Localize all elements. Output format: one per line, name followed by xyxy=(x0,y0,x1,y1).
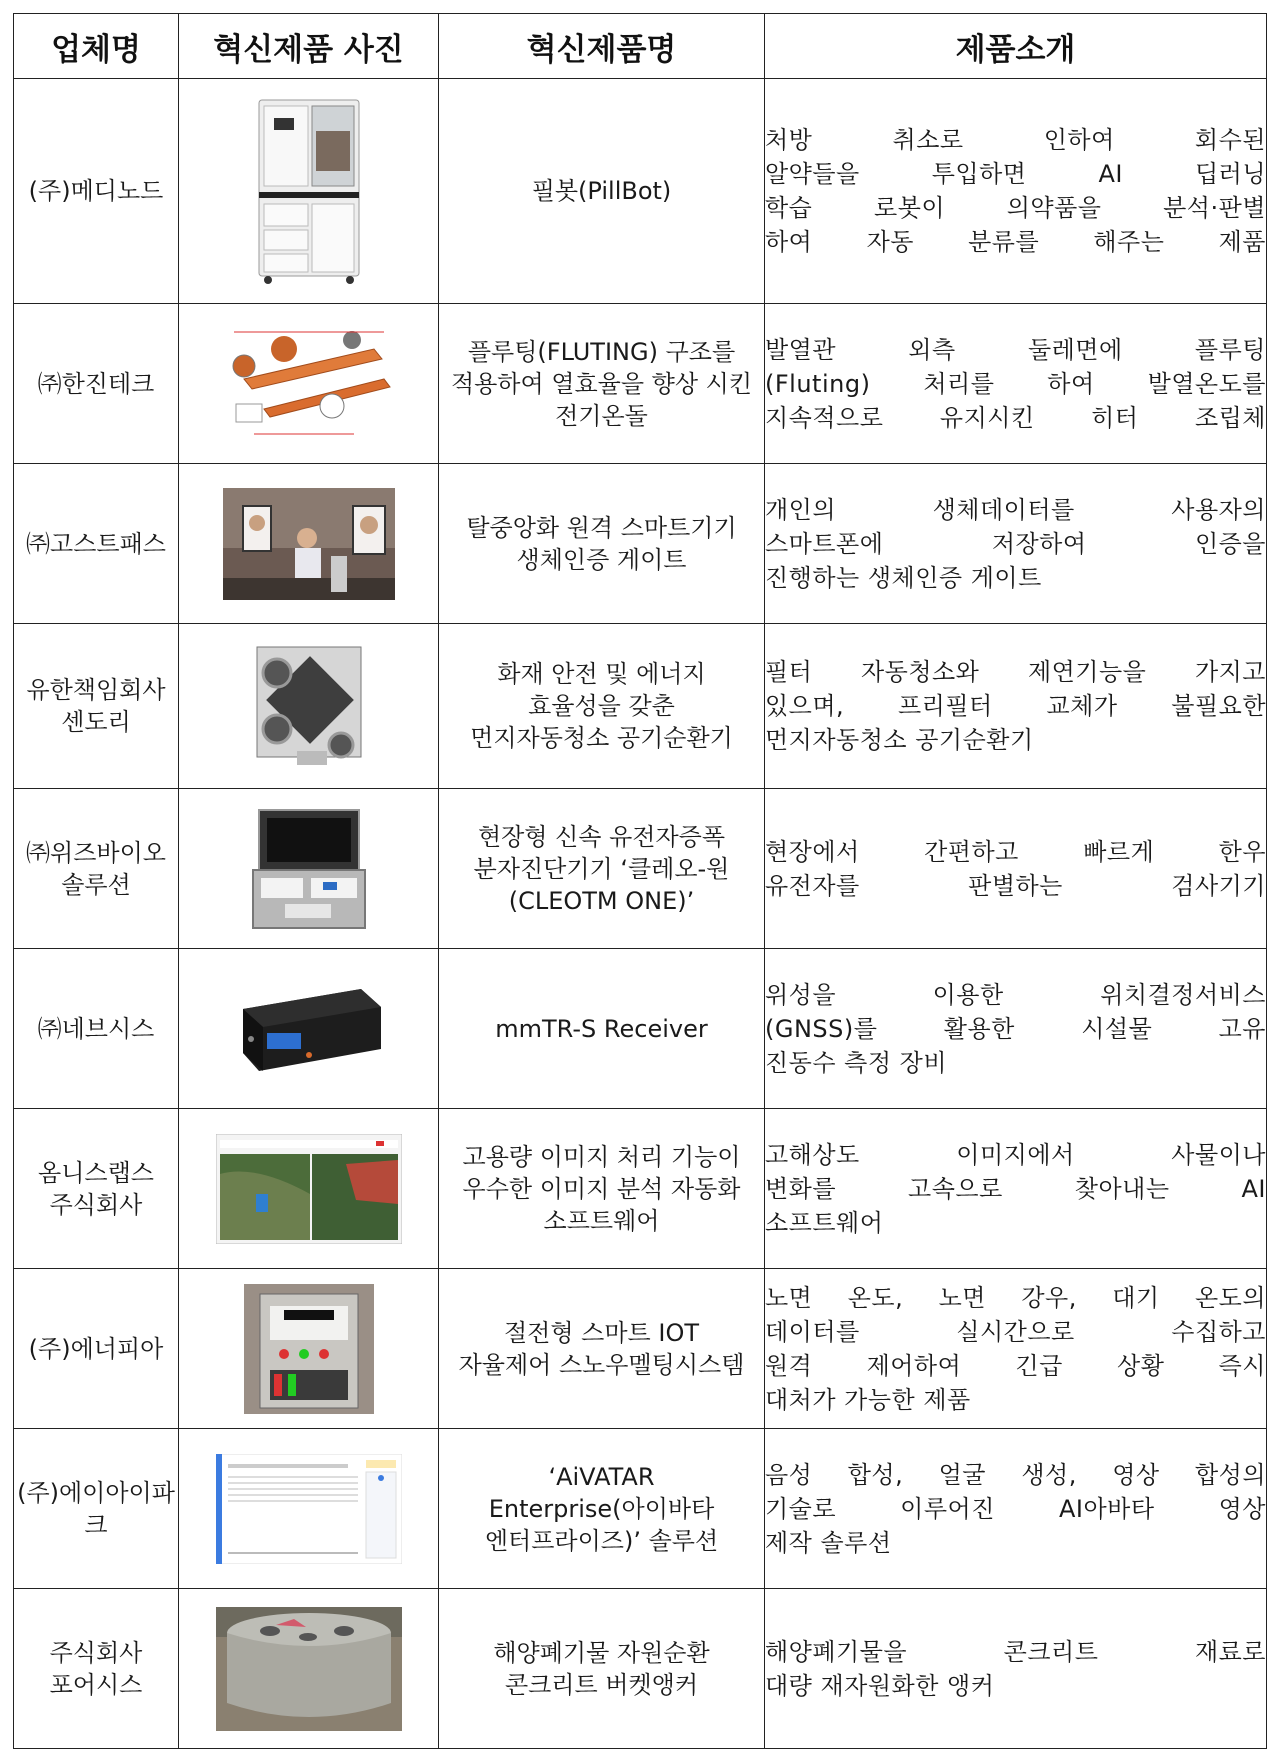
product-intro-line: 먼지자동청소 공기순환기 xyxy=(765,726,1034,754)
diagnostic-case-icon xyxy=(179,804,438,934)
product-intro-line: 기술로 이루어진 AI아바타 영상 xyxy=(765,1494,1266,1523)
heating-pipe-diagram-icon xyxy=(179,324,438,444)
product-intro-line: 현장에서 간편하고 빠르게 한우 xyxy=(765,837,1266,866)
product-intro-line: 발열관 외측 둘레면에 플루팅 xyxy=(765,335,1266,364)
header-row xyxy=(14,14,1267,79)
table-row xyxy=(14,1589,1267,1749)
header-introduction: 제품소개 xyxy=(765,14,1267,79)
header-photo: 혁신제품 사진 xyxy=(179,14,439,79)
product-intro-cell xyxy=(765,949,1267,1109)
table-row xyxy=(14,79,1267,304)
control-panel-icon xyxy=(179,1284,438,1414)
product-photo-cell xyxy=(179,624,439,789)
company-name-cell xyxy=(14,949,179,1109)
company-name-line: 옴니스랩스 xyxy=(38,1158,154,1187)
product-intro-cell xyxy=(765,1269,1267,1429)
product-intro-line: 하여 자동 분류를 해주는 제품 xyxy=(765,228,1266,256)
product-intro-line: 제작 솔루션 xyxy=(765,1528,892,1557)
product-intro-line: (Fluting) 처리를 하여 발열온도를 xyxy=(765,369,1266,398)
product-name-line: 엔터프라이즈)’ 솔루션 xyxy=(484,1526,719,1555)
product-name-line: 소프트웨어 xyxy=(543,1206,660,1235)
company-name-cell xyxy=(14,79,179,304)
company-name-line: (주)메디노드 xyxy=(28,177,164,205)
product-photo-cell xyxy=(179,1589,439,1749)
receiver-box-icon xyxy=(179,979,438,1079)
concrete-anchor-icon xyxy=(179,1607,438,1731)
product-intro-line: 대량 재자원화한 앵커 xyxy=(765,1671,995,1700)
product-intro-cell xyxy=(765,464,1267,624)
header-product-name: 혁신제품명 xyxy=(439,14,765,79)
product-photo-cell xyxy=(179,1429,439,1589)
table-row xyxy=(14,624,1267,789)
company-name-line: 포어시스 xyxy=(49,1670,143,1699)
product-intro-line: 변화를 고속으로 찾아내는 AI xyxy=(765,1174,1266,1203)
product-name-cell xyxy=(439,304,765,464)
pillbot-machine-icon xyxy=(179,96,438,286)
product-name-line: Enterprise(아이바타 xyxy=(488,1494,715,1523)
product-intro-line: 지속적으로 유지시킨 히터 조립체 xyxy=(765,403,1266,432)
product-intro-line: 원격 제어하여 긴급 상황 즉시 xyxy=(765,1351,1266,1380)
product-intro-line: 학습 로봇이 의약품을 분석·판별 xyxy=(765,194,1266,222)
product-intro-line: 위성을 이용한 위치결정서비스 xyxy=(765,980,1266,1009)
table-row xyxy=(14,1429,1267,1589)
company-name-line: ㈜위즈바이오 xyxy=(26,838,166,867)
product-name-cell xyxy=(439,789,765,949)
product-intro-cell xyxy=(765,304,1267,464)
product-name-line: mmTR-S Receiver xyxy=(495,1014,708,1043)
product-name-line: ‘AiVATAR xyxy=(548,1462,655,1491)
product-name-line: 고용량 이미지 처리 기능이 xyxy=(462,1142,741,1171)
company-name-cell xyxy=(14,789,179,949)
product-name-line: 먼지자동청소 공기순환기 xyxy=(470,724,733,752)
product-intro-cell xyxy=(765,1429,1267,1589)
product-intro-line: 대처가 가능한 제품 xyxy=(765,1385,971,1414)
product-name-cell xyxy=(439,79,765,304)
product-name-line: 콘크리트 버켓앵커 xyxy=(504,1670,699,1699)
product-name-line: 자율제어 스노우멜팅시스템 xyxy=(458,1350,745,1379)
header-company: 업체명 xyxy=(14,14,179,79)
product-name-line: 분자진단기기 ‘클레오-원 xyxy=(473,854,730,883)
product-photo-cell xyxy=(179,1109,439,1269)
product-name-line: (CLEOTM ONE)’ xyxy=(508,886,695,915)
table-row xyxy=(14,304,1267,464)
product-intro-line: 진행하는 생체인증 게이트 xyxy=(765,563,1042,592)
product-name-cell xyxy=(439,1269,765,1429)
company-name-line: 주식회사 xyxy=(49,1638,143,1667)
table-row xyxy=(14,464,1267,624)
product-intro-line: 해양폐기물을 콘크리트 재료로 xyxy=(765,1637,1266,1666)
product-intro-line: 스마트폰에 저장하여 인증을 xyxy=(765,529,1266,558)
table-row xyxy=(14,1269,1267,1429)
table-row xyxy=(14,1109,1267,1269)
product-name-line: 절전형 스마트 IOT xyxy=(504,1318,699,1347)
product-name-cell xyxy=(439,1429,765,1589)
product-name-line: 효율성을 갖춘 xyxy=(528,692,675,720)
company-name-line: ㈜고스트패스 xyxy=(26,529,166,558)
product-name-line: 해양폐기물 자원순환 xyxy=(493,1638,710,1667)
product-intro-line: 고해상도 이미지에서 사물이나 xyxy=(765,1140,1266,1169)
product-intro-line: 개인의 생체데이터를 사용자의 xyxy=(765,495,1266,524)
product-photo-cell xyxy=(179,304,439,464)
product-intro-cell xyxy=(765,1589,1267,1749)
biometric-gate-photo-icon xyxy=(179,488,438,600)
product-intro-line: 진동수 측정 장비 xyxy=(765,1048,948,1077)
product-intro-line: 소프트웨어 xyxy=(765,1208,884,1237)
product-name-cell xyxy=(439,624,765,789)
product-photo-cell xyxy=(179,79,439,304)
company-name-cell xyxy=(14,1269,179,1429)
product-name-cell xyxy=(439,949,765,1109)
product-photo-cell xyxy=(179,1269,439,1429)
product-name-line: 생체인증 게이트 xyxy=(516,545,687,574)
product-intro-line: 알약들을 투입하면 AI 딥러닝 xyxy=(765,160,1266,188)
product-photo-cell xyxy=(179,464,439,624)
company-name-line: 센도리 xyxy=(61,708,131,736)
product-intro-cell xyxy=(765,79,1267,304)
product-photo-cell xyxy=(179,949,439,1109)
company-name-cell xyxy=(14,464,179,624)
company-name-line: 솔루션 xyxy=(61,870,131,899)
table-row xyxy=(14,789,1267,949)
company-name-cell xyxy=(14,1109,179,1269)
company-name-line: ㈜한진테크 xyxy=(37,369,155,398)
company-name-cell xyxy=(14,304,179,464)
aivatar-software-screenshot-icon xyxy=(179,1454,438,1564)
product-intro-cell xyxy=(765,624,1267,789)
product-name-line: 현장형 신속 유전자증폭 xyxy=(477,822,726,851)
product-intro-line: 음성 합성, 얼굴 생성, 영상 합성의 xyxy=(765,1460,1266,1489)
product-intro-cell xyxy=(765,789,1267,949)
company-name-line: (주)에이아이파크 xyxy=(17,1478,175,1539)
product-intro-line: 데이터를 실시간으로 수집하고 xyxy=(765,1317,1266,1346)
product-intro-line: 필터 자동청소와 제연기능을 가지고 xyxy=(765,658,1266,686)
air-circulator-icon xyxy=(179,641,438,771)
company-name-cell xyxy=(14,1429,179,1589)
product-intro-line: 노면 온도, 노면 강우, 대기 온도의 xyxy=(765,1283,1266,1312)
company-name-line: (주)에너피아 xyxy=(28,1334,164,1363)
product-name-line: 적용하여 열효율을 향상 시킨 xyxy=(450,369,753,398)
satellite-software-screenshot-icon xyxy=(179,1134,438,1244)
innovation-products-table xyxy=(13,13,1267,1749)
product-name-line: 필봇(PillBot) xyxy=(531,177,672,205)
company-name-cell xyxy=(14,1589,179,1749)
product-name-cell xyxy=(439,1589,765,1749)
product-intro-line: 유전자를 판별하는 검사기기 xyxy=(765,871,1266,900)
product-intro-line: 있으며, 프리필터 교체가 불필요한 xyxy=(765,692,1266,720)
product-intro-line: (GNSS)를 활용한 시설물 고유 xyxy=(765,1014,1266,1043)
product-name-cell xyxy=(439,1109,765,1269)
table-row xyxy=(14,949,1267,1109)
product-name-line: 전기온돌 xyxy=(555,401,648,430)
product-name-cell xyxy=(439,464,765,624)
product-name-line: 화재 안전 및 에너지 xyxy=(497,660,706,688)
company-name-line: 주식회사 xyxy=(49,1190,143,1219)
company-name-cell xyxy=(14,624,179,789)
product-name-line: 탈중앙화 원격 스마트기기 xyxy=(466,513,737,542)
product-name-line: 플루팅(FLUTING) 구조를 xyxy=(467,337,736,366)
company-name-line: 유한책임회사 xyxy=(26,676,166,704)
product-photo-cell xyxy=(179,789,439,949)
product-intro-line: 처방 취소로 인하여 회수된 xyxy=(765,126,1266,154)
product-intro-cell xyxy=(765,1109,1267,1269)
product-name-line: 우수한 이미지 분석 자동화 xyxy=(462,1174,741,1203)
company-name-line: ㈜네브시스 xyxy=(37,1014,155,1043)
